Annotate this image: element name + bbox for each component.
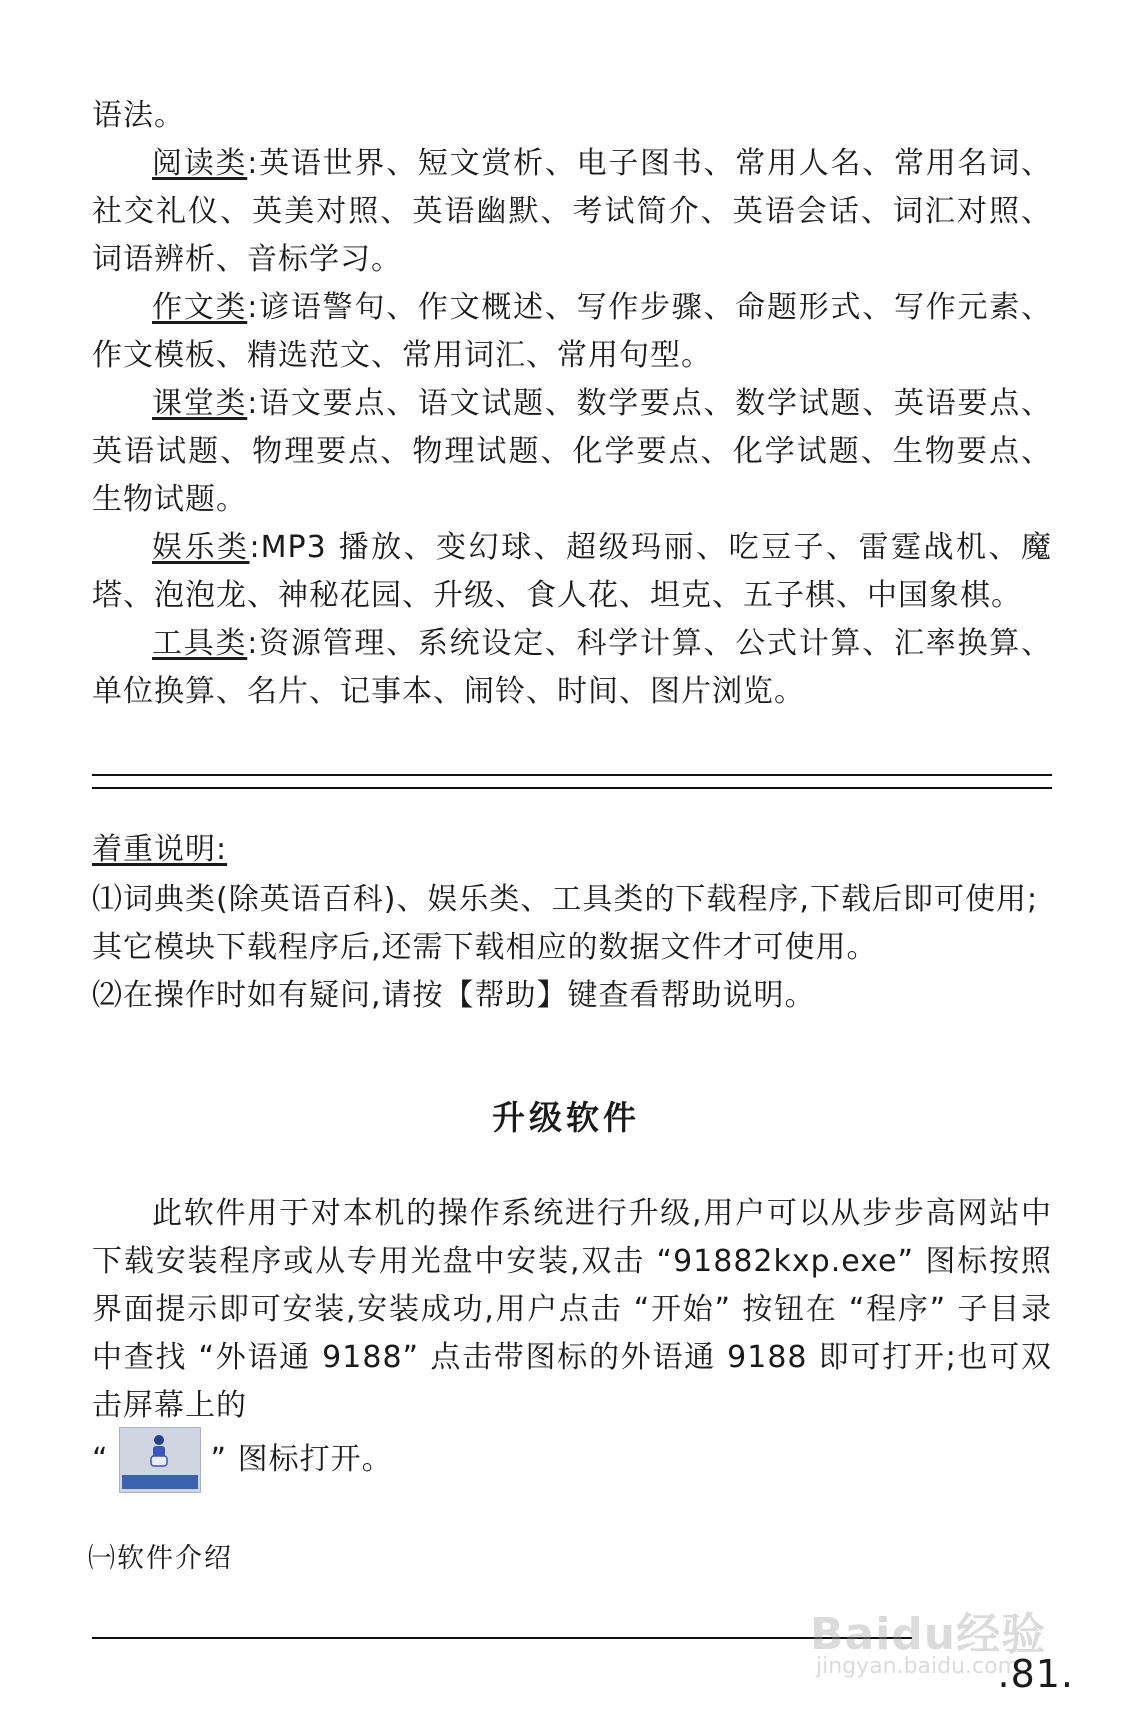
text-writing: :谚语警句、作文概述、写作步骤、命题形式、写作元素、作文模板、精选范文、常用词汇、常用句型。: [92, 290, 1053, 373]
label-entertainment: 娱乐类: [152, 530, 250, 565]
icon-caption-bar: [122, 1475, 198, 1489]
paragraph-tools: [92, 620, 1052, 716]
divider-bottom: [92, 787, 1052, 789]
open-quote: “: [92, 1442, 109, 1477]
icon-instruction-line: [92, 1428, 393, 1492]
label-reading: 阅读类: [152, 146, 248, 181]
watermark-url: jingyan.baidu.com: [816, 1654, 1020, 1679]
note-body: [92, 876, 1052, 1020]
paragraph-continuation: 语法。: [92, 98, 185, 133]
page-number: .81.: [997, 1652, 1074, 1696]
label-writing: 作文类: [152, 290, 248, 325]
person-figure-icon: [148, 1434, 170, 1470]
paragraph-entertainment: [92, 524, 1052, 620]
text-entertainment: :MP3 播放、变幻球、超级玛丽、吃豆子、雷霆战机、魔塔、泡泡龙、神秘花园、升级、食人花、坦克、五子棋、中国象棋。: [92, 530, 1052, 613]
note-title: 着重说明:: [92, 832, 228, 867]
divider-top: [92, 774, 1052, 776]
note-item-1: ⑴词典类(除英语百科)、娱乐类、工具类的下载程序,下载后即可使用;其它模块下载程序后,还需下载相应的数据文件才可使用。: [92, 882, 1039, 965]
paragraph-reading: [92, 140, 1052, 284]
label-classroom: 课堂类: [152, 386, 248, 421]
icon-trailing-text: ” 图标打开。: [210, 1442, 393, 1477]
watermark-logo: Baidu经验: [810, 1609, 1047, 1660]
upgrade-description: [92, 1190, 1052, 1430]
app-shortcut-icon: [119, 1427, 201, 1493]
text-tools: :资源管理、系统设定、科学计算、公式计算、汇率换算、单位换算、名片、记事本、闹铃、时间、图片浏览。: [92, 626, 1053, 709]
category-list: [92, 92, 1052, 716]
paragraph-writing: [92, 284, 1052, 380]
subsection-heading: ㈠软件介绍: [88, 1543, 233, 1574]
paragraph-classroom: [92, 380, 1052, 524]
section-title: 升级软件: [492, 1098, 640, 1137]
footer-rule: [92, 1637, 912, 1639]
text-reading: :英语世界、短文赏析、电子图书、常用人名、常用名词、社交礼仪、英美对照、英语幽默、考试简介、英语会话、词汇对照、词语辨析、音标学习。: [92, 146, 1053, 277]
upgrade-paragraph: 此软件用于对本机的操作系统进行升级,用户可以从步步高网站中下载安装程序或从专用光盘中安装,双击 “91882kxp.exe” 图标按照界面提示即可安装,安装成功,用户点击 “开始” 按钮在 “程序” 子目录中查找 “外语通 9188” 点击带图标的外语通 9188 即可打开;也可双击屏幕上的: [92, 1196, 1052, 1423]
text-classroom: :语文要点、语文试题、数学要点、数学试题、英语要点、英语试题、物理要点、物理试题、化学要点、化学试题、生物要点、生物试题。: [92, 386, 1053, 517]
label-tools: 工具类: [152, 626, 248, 661]
note-item-2: ⑵在操作时如有疑问,请按【帮助】键查看帮助说明。: [92, 978, 816, 1013]
